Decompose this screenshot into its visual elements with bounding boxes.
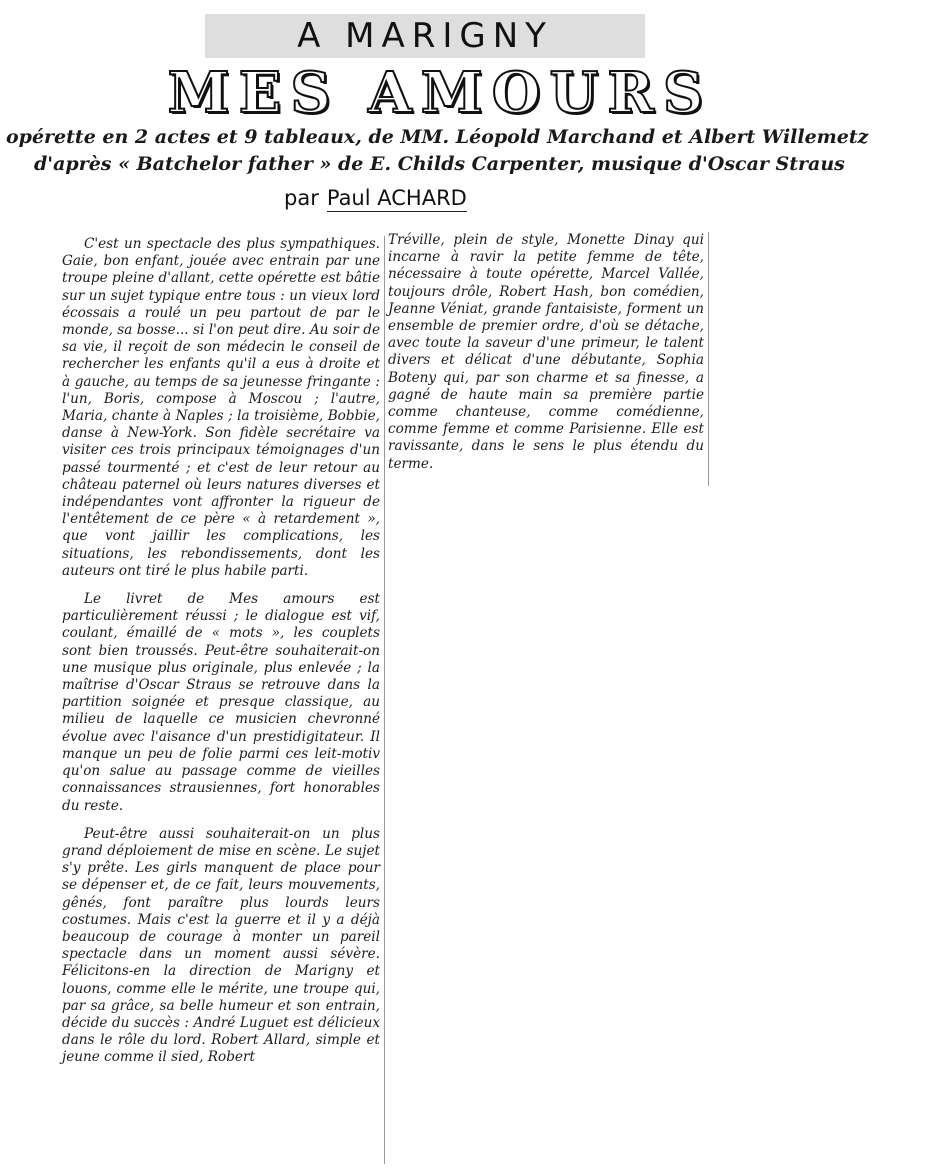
article-title: MES AMOURS [167, 60, 713, 126]
article-column-right [384, 232, 709, 486]
article-kicker: A MARIGNY [205, 14, 645, 58]
article-subtitle [0, 124, 928, 178]
paragraph-1: C'est un spectacle des plus sympathiques. Gaie, bon enfant, jouée avec entrain par une troupe pleine d'allant, cette opérette est bâtie sur un sujet typique entre tous : un vieux lord écossais a roulé un peu partout de par le monde, sa bosse... si l'on peut dire. Au soir de sa vie, il reçoit de son médecin le conseil de rechercher les enfants qu'il a eus à droite et à gauche, au temps de sa jeunesse fringante : l'un, Boris, compose à Moscou ; l'autre, Maria, chante à Naples ; la troisième, Bobbie, danse à New-York. Son fidèle secrétaire va visiter ces trois principaux témoignages d'un passé tourmenté ; et c'est de leur retour au château paternel où leurs natures diverses et indépendantes vont affronter la rigueur de l'entêtement de ce père « à retardement », que vont jaillir les complications, les situations, les rebondissements, dont les auteurs ont tiré le plus habile parti. [62, 236, 380, 579]
subtitle-line-1: opérette en 2 actes et 9 tableaux, de MM. Léopold Marchand et Albert Willemetz [6, 126, 869, 148]
byline-author: Paul ACHARD [326, 186, 467, 210]
byline-prefix: par [284, 186, 319, 210]
paragraph-2: Le livret de Mes amours est particulièrement réussi ; le dialogue est vif, coulant, émaillé de « mots », les couplets sont bien troussés. Peut-être souhaiterait-on une musique plus originale, plus enlevée ; la maîtrise d'Oscar Straus se retrouve dans la partition soignée et presque classique, au milieu de laquelle ce musicien chevronné évolue avec l'aisance d'un prestidigitateur. Il manque un peu de folie parmi ces leit-motiv qu'on salue au passage comme de vieilles connaissances strausiennes, fort honorables du reste. [62, 591, 380, 814]
byline [284, 186, 467, 210]
paragraph-4: Tréville, plein de style, Monette Dinay qui incarne à ravir la petite femme de tête, nécessaire à toute opérette, Marcel Vallée, toujours drôle, Robert Hash, bon comédien, Jeanne Véniat, grande fantaisiste, forment un ensemble de premier ordre, d'où se détache, avec toute la saveur d'une primeur, le talent divers et délicat d'une débutante, Sophia Boteny qui, par son charme et sa finesse, a gagné de haute main sa première partie comme chanteuse, comme comédienne, comme femme et comme Parisienne. Elle est ravissante, dans le sens le plus étendu du terme. [388, 232, 704, 472]
subtitle-line-2: d'après « Batchelor father » de E. Childs Carpenter, musique d'Oscar Straus [34, 153, 845, 175]
article-column-left [62, 236, 385, 1164]
paragraph-3: Peut-être aussi souhaiterait-on un plus grand déploiement de mise en scène. Le sujet s'y prête. Les girls manquent de place pour se dépenser et, de ce fait, leurs mouvements, gênés, font paraître plus lourds leurs costumes. Mais c'est la guerre et il y a déjà beaucoup de courage à monter un pareil spectacle dans un moment aussi sévère. Félicitons-en la direction de Marigny et louons, comme elle le mérite, une troupe qui, par sa grâce, sa belle humeur et son entrain, décide du succès : André Luguet est délicieux dans le rôle du lord. Robert Allard, simple et jeune comme il sied, Robert [62, 825, 380, 1066]
